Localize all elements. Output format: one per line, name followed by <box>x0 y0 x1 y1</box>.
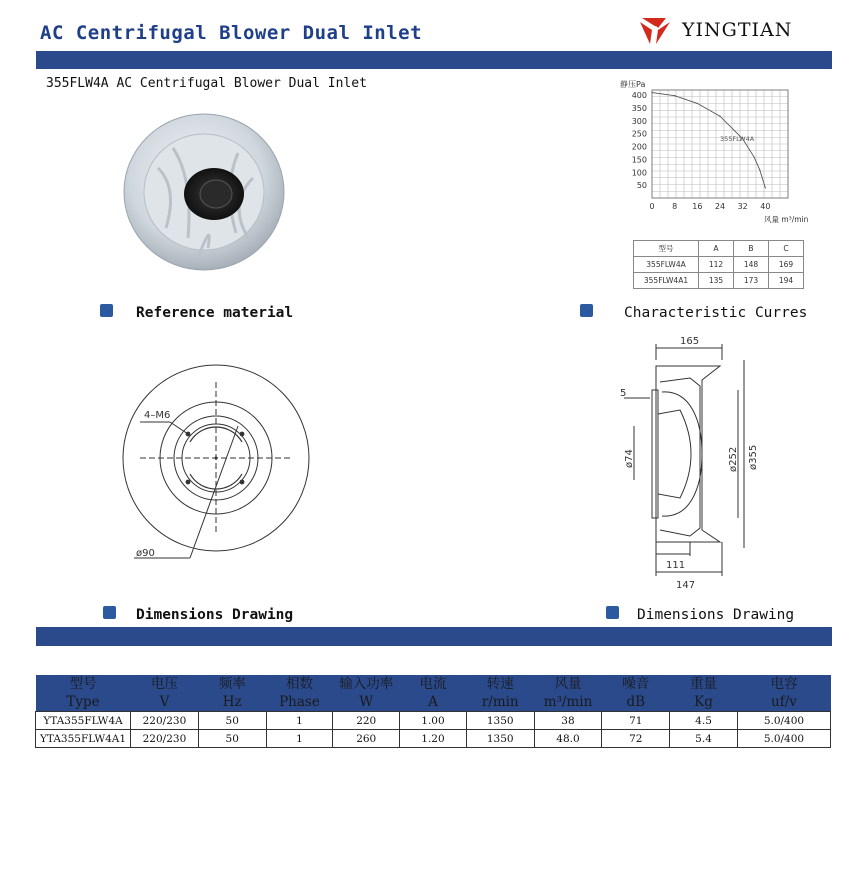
header-cell-capacitor: 电容 <box>737 675 830 693</box>
table-cell: 148 <box>734 257 769 273</box>
header-unit-cell: V <box>131 693 199 712</box>
data-point <box>651 92 652 93</box>
x-tick-label: 32 <box>737 202 748 211</box>
table-row <box>36 730 831 748</box>
bullet-square-icon <box>103 606 116 619</box>
table-cell: 72 <box>602 730 670 748</box>
bullet-square-icon <box>100 304 113 317</box>
table-cell: 50 <box>198 730 266 748</box>
data-point <box>719 116 720 117</box>
dim-depth-b: 147 <box>676 580 696 591</box>
table-row <box>36 712 831 730</box>
table-header-cell: C <box>769 241 804 257</box>
dim-depth-a: 111 <box>666 560 686 571</box>
dim-outer-diameter: ø355 <box>748 444 759 470</box>
table-cell: 4.5 <box>670 712 738 730</box>
diameter-label: ø90 <box>136 548 155 559</box>
header-cell-current: 电流 <box>400 675 467 693</box>
dim-flange: 5 <box>620 388 627 399</box>
series-label: 355FLW4A <box>720 134 755 143</box>
y-tick-label: 250 <box>631 129 647 139</box>
brand-name: YINGTIAN <box>682 19 793 41</box>
y-axis-label: 静压Pa <box>620 80 646 89</box>
table-cell: 1.00 <box>400 712 467 730</box>
logo-icon <box>640 18 670 44</box>
table-cell: 112 <box>699 257 734 273</box>
table-cell: 194 <box>769 273 804 289</box>
data-point <box>753 156 754 157</box>
x-tick-label: 0 <box>649 202 655 211</box>
y-tick-label: 150 <box>631 155 647 165</box>
front-dimension-drawing <box>120 362 310 567</box>
header-cell-type: 型号 <box>36 675 131 693</box>
bullet-square-icon <box>580 304 593 317</box>
header-cell-airflow: 风量 <box>534 675 602 693</box>
section-divider-bar <box>36 627 832 646</box>
table-cell: 71 <box>602 712 670 730</box>
data-point <box>765 187 766 188</box>
header-cell-frequency: 频率 <box>198 675 266 693</box>
data-point <box>674 95 675 96</box>
product-subtitle: 355FLW4A AC Centrifugal Blower Dual Inlet <box>46 76 367 91</box>
table-cell: 38 <box>534 712 602 730</box>
y-tick-label: 400 <box>631 91 647 101</box>
dim-width-top: 165 <box>680 336 700 347</box>
caption-dimensions-left: Dimensions Drawing <box>136 607 294 623</box>
x-tick-label: 40 <box>760 202 771 211</box>
table-cell: 169 <box>769 257 804 273</box>
table-cell: 260 <box>333 730 400 748</box>
y-tick-label: 100 <box>631 168 647 178</box>
table-cell: 1.20 <box>400 730 467 748</box>
table-header-row <box>36 693 831 712</box>
caption-dimensions-right: Dimensions Drawing <box>637 607 795 623</box>
table-cell: 1350 <box>466 712 534 730</box>
header-cell-weight: 重量 <box>670 675 738 693</box>
table-cell: 1 <box>266 730 333 748</box>
x-axis-label: 风量 m³/min <box>764 215 809 224</box>
dim-inner-diameter: ø252 <box>728 446 739 472</box>
x-tick-label: 24 <box>714 202 726 211</box>
screw-label: 4–M6 <box>144 410 171 421</box>
header-cell-noise: 噪音 <box>602 675 670 693</box>
data-point <box>697 103 698 104</box>
table-header-row <box>36 675 831 693</box>
header-divider-bar <box>36 51 832 69</box>
x-tick-label: 16 <box>692 202 703 211</box>
caption-characteristic: Characteristic Curres <box>624 305 808 321</box>
header-unit-cell: uf/v <box>737 693 830 712</box>
y-tick-label: 50 <box>636 181 647 191</box>
fan-product-image <box>118 108 288 278</box>
table-header-cell: B <box>734 241 769 257</box>
table-cell: YTA355FLW4A <box>36 712 131 730</box>
spec-table <box>35 675 831 748</box>
y-tick-label: 300 <box>631 116 647 126</box>
table-cell: 173 <box>734 273 769 289</box>
table-cell: 220/230 <box>131 712 199 730</box>
table-cell: 355FLW4A <box>634 257 699 273</box>
table-row <box>634 273 804 289</box>
header-unit-cell: r/min <box>466 693 534 712</box>
header-unit-cell: A <box>400 693 467 712</box>
header-unit-cell: Type <box>36 693 131 712</box>
data-point <box>759 169 760 170</box>
table-cell: 5.0/400 <box>737 730 830 748</box>
header-cell-voltage: 电压 <box>131 675 199 693</box>
table-cell: 355FLW4A1 <box>634 273 699 289</box>
header-unit-cell: m³/min <box>534 693 602 712</box>
table-header-cell: 型号 <box>634 241 699 257</box>
table-cell: 5.0/400 <box>737 712 830 730</box>
table-cell: 5.4 <box>670 730 738 748</box>
caption-reference: Reference material <box>136 305 294 321</box>
bullet-square-icon <box>606 606 619 619</box>
header-unit-cell: W <box>333 693 400 712</box>
header-unit-cell: dB <box>602 693 670 712</box>
header-cell-phase: 相数 <box>266 675 333 693</box>
table-row <box>634 257 804 273</box>
table-cell: 220 <box>333 712 400 730</box>
header-cell-power: 输入功率 <box>333 675 400 693</box>
page-title: AC Centrifugal Blower Dual Inlet <box>40 22 423 44</box>
table-cell: 50 <box>198 712 266 730</box>
side-dimension-drawing <box>590 330 770 592</box>
dim-hub-diameter: ø74 <box>624 449 635 468</box>
table-header-row <box>634 241 804 257</box>
table-cell: 48.0 <box>534 730 602 748</box>
table-cell: 1 <box>266 712 333 730</box>
table-cell: 1350 <box>466 730 534 748</box>
header-unit-cell: Kg <box>670 693 738 712</box>
table-cell: 135 <box>699 273 734 289</box>
table-cell: 220/230 <box>131 730 199 748</box>
x-tick-label: 8 <box>672 202 678 211</box>
y-tick-label: 350 <box>631 104 647 113</box>
characteristic-chart <box>614 78 814 236</box>
table-cell: YTA355FLW4A1 <box>36 730 131 748</box>
table-header-cell: A <box>699 241 734 257</box>
header-cell-speed: 转速 <box>466 675 534 693</box>
header-unit-cell: Hz <box>198 693 266 712</box>
header-unit-cell: Phase <box>266 693 333 712</box>
y-tick-label: 200 <box>631 142 647 152</box>
model-dimension-table <box>633 240 804 289</box>
